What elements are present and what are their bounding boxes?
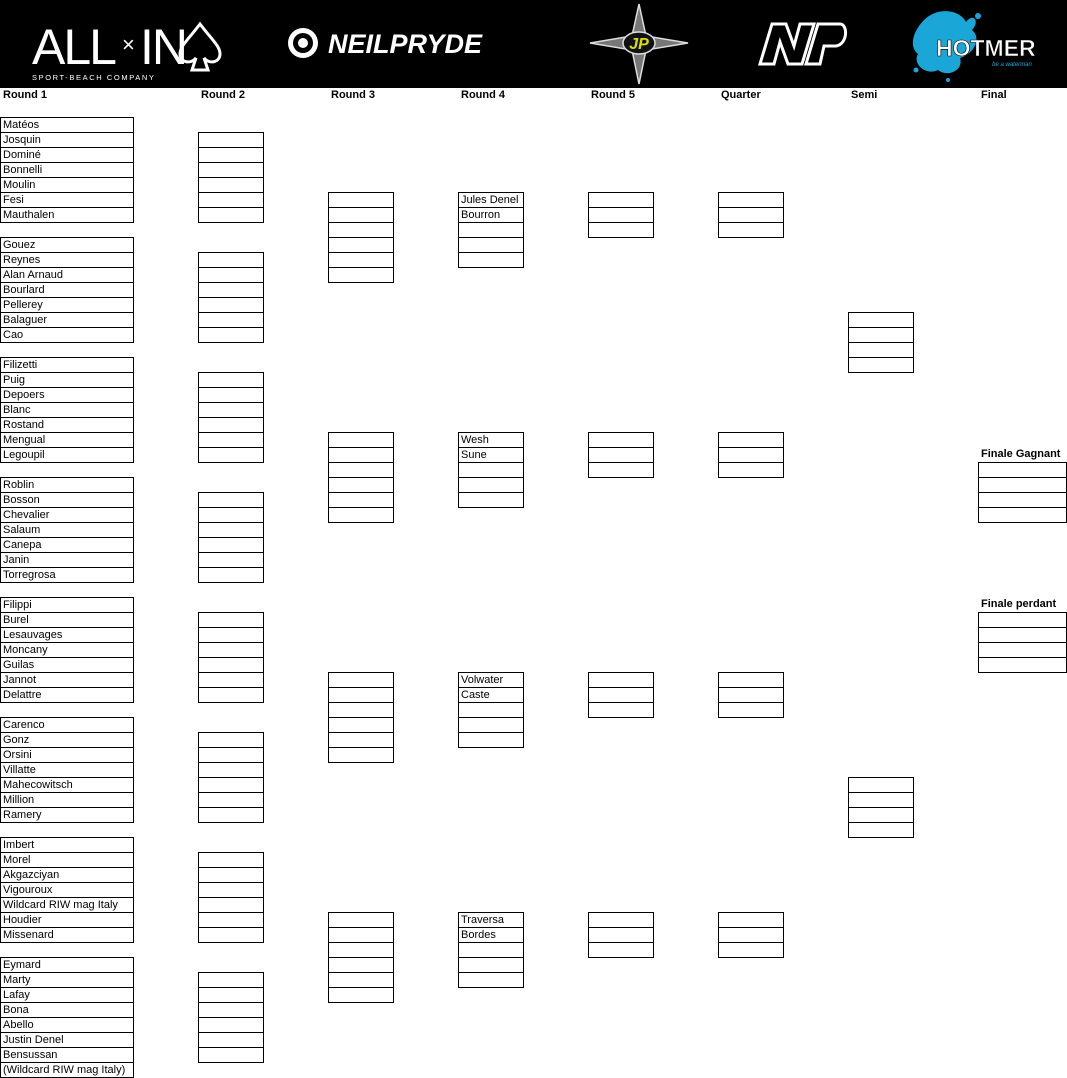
round4-slot (458, 702, 524, 718)
round1-slot: Moncany (0, 642, 134, 658)
round5-slot (588, 942, 654, 958)
round5-slot (588, 702, 654, 718)
round2-slot (198, 417, 264, 433)
round4-slot (458, 237, 524, 253)
round3-slot (328, 942, 394, 958)
round2-slot (198, 552, 264, 568)
round2-slot (198, 432, 264, 448)
round1-slot: Reynes (0, 252, 134, 268)
round2-slot (198, 447, 264, 463)
round1-slot: Alan Arnaud (0, 267, 134, 283)
round2-slot (198, 777, 264, 793)
round1-slot: Missenard (0, 927, 134, 943)
round3-slot (328, 987, 394, 1003)
svg-text:JP: JP (629, 36, 649, 53)
round3-slot (328, 717, 394, 733)
round5-slot (588, 432, 654, 448)
round2-slot (198, 1017, 264, 1033)
round1-slot: Justin Denel (0, 1032, 134, 1048)
semi-slot (848, 777, 914, 793)
round1-slot: Pellerey (0, 297, 134, 313)
round2-slot (198, 867, 264, 883)
header-round-3: Round 3 (331, 89, 375, 101)
allin-logo (28, 0, 223, 88)
round2-slot (198, 1047, 264, 1063)
round3-slot (328, 927, 394, 943)
round3-slot (328, 492, 394, 508)
allin-wordmark-left: ALL (32, 19, 115, 75)
round3-slot (328, 957, 394, 973)
round4-slot: Wesh (458, 432, 524, 448)
round1-slot: Mengual (0, 432, 134, 448)
round3-slot (328, 747, 394, 763)
hotmer-logo (908, 0, 1058, 88)
header-round-4: Round 4 (461, 89, 505, 101)
round1-slot: Carenco (0, 717, 134, 733)
sponsor-banner (0, 0, 1067, 88)
round1-slot: Matéos (0, 117, 134, 133)
round1-slot: Cao (0, 327, 134, 343)
round2-slot (198, 522, 264, 538)
finale-perdant-slot (978, 657, 1067, 673)
round2-slot (198, 507, 264, 523)
quarter-slot (718, 687, 784, 703)
round4-slot: Sune (458, 447, 524, 463)
quarter-slot (718, 702, 784, 718)
header-round-1: Round 1 (3, 89, 47, 101)
round1-slot: Lafay (0, 987, 134, 1003)
round2-slot (198, 792, 264, 808)
round1-slot: Marty (0, 972, 134, 988)
round1-slot: Bosson (0, 492, 134, 508)
header-quarter: Quarter (721, 89, 761, 101)
round3-slot (328, 507, 394, 523)
quarter-slot (718, 462, 784, 478)
round2-slot (198, 282, 264, 298)
round3-slot (328, 252, 394, 268)
round2-slot (198, 762, 264, 778)
round3-slot (328, 672, 394, 688)
round2-slot (198, 267, 264, 283)
round4-slot: Jules Denel (458, 192, 524, 208)
finale-perdant-title: Finale perdant (981, 598, 1057, 610)
round5-slot (588, 447, 654, 463)
quarter-slot (718, 942, 784, 958)
round2-slot (198, 672, 264, 688)
finale-gagnant-slot (978, 477, 1067, 493)
quarter-slot (718, 447, 784, 463)
round2-slot (198, 747, 264, 763)
round1-slot: (Wildcard RIW mag Italy) (0, 1062, 134, 1078)
round1-slot: Morel (0, 852, 134, 868)
round1-slot: Rostand (0, 417, 134, 433)
round1-slot: Josquin (0, 132, 134, 148)
finale-gagnant-slot (978, 507, 1067, 523)
round1-slot: Janin (0, 552, 134, 568)
quarter-slot (718, 912, 784, 928)
round1-slot: Dominé (0, 147, 134, 163)
round1-slot: Million (0, 792, 134, 808)
svg-text:be a waterman: be a waterman (992, 62, 1032, 68)
semi-slot (848, 807, 914, 823)
svg-text:NEILPRYDE: NEILPRYDE (328, 29, 483, 59)
round4-slot (458, 972, 524, 988)
round2-slot (198, 327, 264, 343)
round1-slot: Orsini (0, 747, 134, 763)
round3-slot (328, 222, 394, 238)
round1-slot: Gouez (0, 237, 134, 253)
round2-slot (198, 972, 264, 988)
round1-slot: Lesauvages (0, 627, 134, 643)
round2-slot (198, 642, 264, 658)
svg-text:SPORT-BEACH COMPANY: SPORT-BEACH COMPANY (32, 73, 156, 82)
semi-slot (848, 312, 914, 328)
quarter-slot (718, 927, 784, 943)
round1-slot: Gonz (0, 732, 134, 748)
round2-slot (198, 912, 264, 928)
round1-slot: Fesi (0, 192, 134, 208)
round1-slot: Legoupil (0, 447, 134, 463)
header-semi: Semi (851, 89, 878, 101)
round4-slot (458, 222, 524, 238)
round3-slot (328, 477, 394, 493)
round1-slot: Salaum (0, 522, 134, 538)
round2-slot (198, 807, 264, 823)
round3-slot (328, 912, 394, 928)
round5-slot (588, 927, 654, 943)
round2-slot (198, 297, 264, 313)
round1-slot: Mauthalen (0, 207, 134, 223)
round3-slot (328, 267, 394, 283)
round4-slot (458, 942, 524, 958)
finale-gagnant-slot (978, 462, 1067, 478)
svg-text:×: × (122, 32, 135, 57)
round1-slot: Filippi (0, 597, 134, 613)
quarter-slot (718, 222, 784, 238)
semi-slot (848, 342, 914, 358)
finale-perdant-slot (978, 612, 1067, 628)
round1-slot: Roblin (0, 477, 134, 493)
round5-slot (588, 912, 654, 928)
round2-slot (198, 1032, 264, 1048)
quarter-slot (718, 192, 784, 208)
round4-slot (458, 732, 524, 748)
round4-slot: Volwater (458, 672, 524, 688)
round1-slot: Torregrosa (0, 567, 134, 583)
np-logo (756, 0, 848, 88)
semi-slot (848, 792, 914, 808)
round2-slot (198, 612, 264, 628)
round2-slot (198, 882, 264, 898)
round1-slot: Moulin (0, 177, 134, 193)
round1-slot: Burel (0, 612, 134, 628)
round2-slot (198, 387, 264, 403)
round1-slot: Vigouroux (0, 882, 134, 898)
quarter-slot (718, 672, 784, 688)
round2-slot (198, 372, 264, 388)
round4-slot: Bordes (458, 927, 524, 943)
spade-icon (180, 24, 220, 70)
round2-slot (198, 147, 264, 163)
round5-slot (588, 207, 654, 223)
round1-slot: Puig (0, 372, 134, 388)
round5-slot (588, 192, 654, 208)
round5-slot (588, 687, 654, 703)
round1-slot: Bensussan (0, 1047, 134, 1063)
round4-slot: Bourron (458, 207, 524, 223)
round2-slot (198, 657, 264, 673)
round1-slot: Villatte (0, 762, 134, 778)
round3-slot (328, 462, 394, 478)
header-round-5: Round 5 (591, 89, 635, 101)
round3-slot (328, 237, 394, 253)
quarter-slot (718, 207, 784, 223)
round1-slot: Bourlard (0, 282, 134, 298)
round3-slot (328, 207, 394, 223)
round2-slot (198, 687, 264, 703)
quarter-slot (718, 432, 784, 448)
round1-slot: Abello (0, 1017, 134, 1033)
round1-slot: Delattre (0, 687, 134, 703)
round1-slot: Akgazciyan (0, 867, 134, 883)
round1-slot: Imbert (0, 837, 134, 853)
round2-slot (198, 162, 264, 178)
round1-slot: Houdier (0, 912, 134, 928)
semi-slot (848, 357, 914, 373)
round4-slot (458, 477, 524, 493)
round4-slot (458, 717, 524, 733)
round2-slot (198, 852, 264, 868)
round2-slot (198, 927, 264, 943)
semi-slot (848, 327, 914, 343)
round3-slot (328, 432, 394, 448)
round2-slot (198, 537, 264, 553)
round1-slot: Jannot (0, 672, 134, 688)
round2-slot (198, 567, 264, 583)
round1-slot: Depoers (0, 387, 134, 403)
round2-slot (198, 897, 264, 913)
round4-slot (458, 492, 524, 508)
round1-slot: Wildcard RIW mag Italy (0, 897, 134, 913)
round1-slot: Balaguer (0, 312, 134, 328)
round2-slot (198, 732, 264, 748)
round2-slot (198, 207, 264, 223)
round4-slot (458, 957, 524, 973)
round1-slot: Bonnelli (0, 162, 134, 178)
round2-slot (198, 312, 264, 328)
svg-text:HOTMER: HOTMER (936, 35, 1036, 61)
round1-slot: Bona (0, 1002, 134, 1018)
round2-slot (198, 1002, 264, 1018)
round1-slot: Mahecowitsch (0, 777, 134, 793)
neilpryde-logo (286, 0, 522, 88)
header-round-2: Round 2 (201, 89, 245, 101)
round2-slot (198, 627, 264, 643)
round1-slot: Guilas (0, 657, 134, 673)
round2-slot (198, 192, 264, 208)
round3-slot (328, 732, 394, 748)
round4-slot (458, 252, 524, 268)
round4-slot: Traversa (458, 912, 524, 928)
allin-wordmark-right: IN (140, 19, 186, 75)
round2-slot (198, 132, 264, 148)
round2-slot (198, 402, 264, 418)
semi-slot (848, 822, 914, 838)
round2-slot (198, 177, 264, 193)
round3-slot (328, 702, 394, 718)
jp-logo (588, 0, 690, 88)
round2-slot (198, 987, 264, 1003)
round3-slot (328, 192, 394, 208)
round1-slot: Eymard (0, 957, 134, 973)
round1-slot: Blanc (0, 402, 134, 418)
round4-slot: Caste (458, 687, 524, 703)
finale-gagnant-slot (978, 492, 1067, 508)
round3-slot (328, 447, 394, 463)
round2-slot (198, 492, 264, 508)
round1-slot: Chevalier (0, 507, 134, 523)
round5-slot (588, 462, 654, 478)
round1-slot: Ramery (0, 807, 134, 823)
finale-perdant-slot (978, 627, 1067, 643)
round3-slot (328, 687, 394, 703)
round4-slot (458, 462, 524, 478)
round5-slot (588, 672, 654, 688)
round1-slot: Filizetti (0, 357, 134, 373)
finale-perdant-slot (978, 642, 1067, 658)
header-final: Final (981, 89, 1007, 101)
round1-slot: Canepa (0, 537, 134, 553)
finale-gagnant-title: Finale Gagnant (981, 448, 1061, 460)
round2-slot (198, 252, 264, 268)
round5-slot (588, 222, 654, 238)
round3-slot (328, 972, 394, 988)
